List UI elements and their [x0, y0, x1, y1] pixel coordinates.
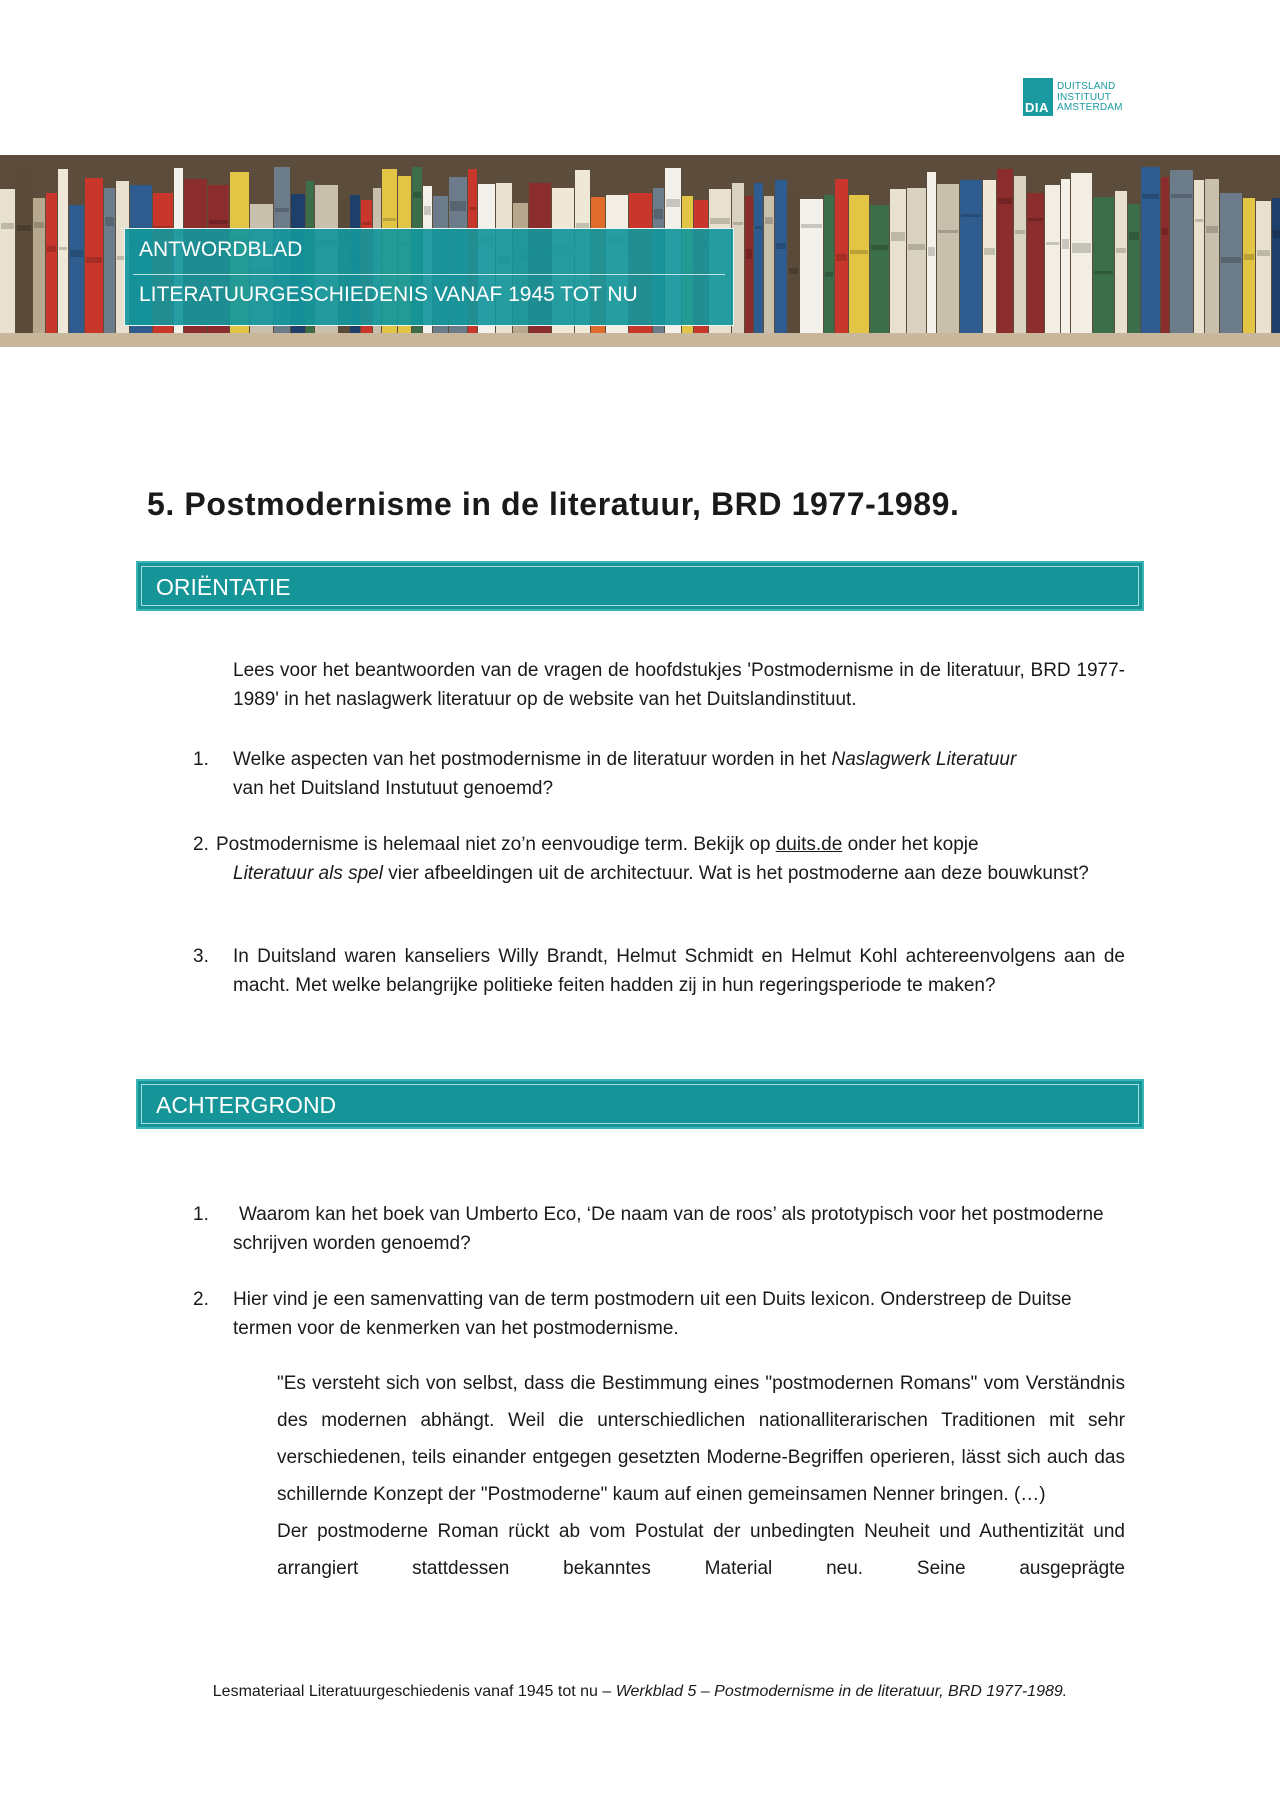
logo-mark-text: DIA — [1025, 100, 1049, 115]
page-title: 5. Postmodernisme in de literatuur, BRD 1977-1989. — [147, 486, 960, 522]
footer-plain: Lesmateriaal Literatuurgeschiedenis vanaf 1945 tot nu – — [212, 1683, 612, 1700]
logo-line-1: DUITSLAND — [1057, 81, 1116, 92]
orientatie-q1-rest: van het Duitsland Instutuut genoemd? — [233, 778, 554, 799]
footer-italic: Werkblad 5 – Postmodernisme in de literatuur, BRD 1977-1989. — [615, 1683, 1068, 1700]
orientatie-q1-text: Welke aspecten van het postmodernisme in de literatuur worden in het — [233, 749, 827, 770]
logo-line-3: AMSTERDAM — [1057, 102, 1123, 113]
lexicon-quote-p1: "Es versteht sich von selbst, dass die Bestimmung eines "postmodernen Romans" vom Verständnis des modernen abhängt. Weil die unterschiedlichen nationalliterarischen Traditionen mit sehr verschiedenen, teils einander entgegen gesetzten Moderne-Begriffen operieren, lässt sich auch das schillernde Konzept der "Postmoderne" kaum auf einen gemeinsamen Nenner bringen. (…) — [277, 1373, 1125, 1505]
orientatie-q3-number: 3. — [193, 946, 209, 967]
logo-line-2: INSTITUUT — [1057, 91, 1112, 103]
orientatie-q2-italic: Literatuur als spel — [233, 863, 383, 884]
lexicon-quote-p2: Der postmoderne Roman rückt ab vom Postulat der unbedingten Neuheit und Authentizität und arrangiert stattdessen bekanntes Material neu. Seine ausgeprägte — [277, 1521, 1125, 1579]
section-achtergrond — [136, 1079, 1144, 1129]
banner-line-1: ANTWORDBLAD — [139, 238, 303, 261]
achtergrond-q1: Waarom kan het boek van Umberto Eco, ‘De naam van de roos’ als prototypisch voor het postmoderne schrijven worden genoemd? — [233, 1204, 1104, 1254]
banner-line-2: LITERATUURGESCHIEDENIS VANAF 1945 TOT NU — [139, 283, 638, 306]
banner-title-box — [124, 228, 734, 326]
logo-mark — [1023, 78, 1053, 116]
achtergrond-q2-number: 2. — [193, 1289, 209, 1310]
page-footer — [0, 1683, 1280, 1701]
orientatie-q1-italic: Naslagwerk Literatuur — [831, 749, 1017, 770]
achtergrond-q2: Hier vind je een samenvatting van de term postmodern uit een Duits lexicon. Onderstreep de Duitse termen voor de kenmerken van het postmodernisme. — [233, 1289, 1072, 1339]
section-orientatie-heading: ORIËNTATIE — [156, 574, 291, 600]
banner-separator — [133, 274, 725, 275]
lexicon-quote — [277, 1365, 1125, 1587]
orientatie-q2-text-c: vier afbeeldingen uit de architectuur. Wat is het postmoderne aan deze bouwkunst? — [388, 863, 1089, 884]
section-achtergrond-heading: ACHTERGROND — [156, 1092, 337, 1118]
orientatie-q2-text-a: Postmodernisme is helemaal niet zo’n eenvoudige term. Bekijk op — [216, 834, 771, 855]
achtergrond-q1-number: 1. — [193, 1204, 209, 1225]
orientatie-q2-number: 2. — [193, 834, 209, 855]
orientatie-q1 — [233, 745, 1125, 803]
orientatie-q2-text-b: onder het kopje — [847, 834, 979, 855]
orientatie-q1-number: 1. — [193, 749, 209, 770]
logo-text — [1057, 82, 1123, 114]
orientatie-q3: In Duitsland waren kanseliers Willy Brandt, Helmut Schmidt en Helmut Kohl achtereenvolgens aan de macht. Met welke belangrijke politieke feiten hadden zij in hun regeringsperiode te maken? — [233, 946, 1125, 996]
duits-de-link[interactable]: duits.de — [775, 834, 843, 855]
orientatie-q2 — [216, 830, 1125, 888]
orientatie-intro: Lees voor het beantwoorden van de vragen de hoofdstukjes 'Postmodernisme in de literatuur, BRD 1977-1989' in het naslagwerk literatuur op de website van het Duitslandinstituut. — [233, 660, 1125, 710]
section-orientatie — [136, 561, 1144, 611]
dia-logo — [1023, 78, 1123, 118]
